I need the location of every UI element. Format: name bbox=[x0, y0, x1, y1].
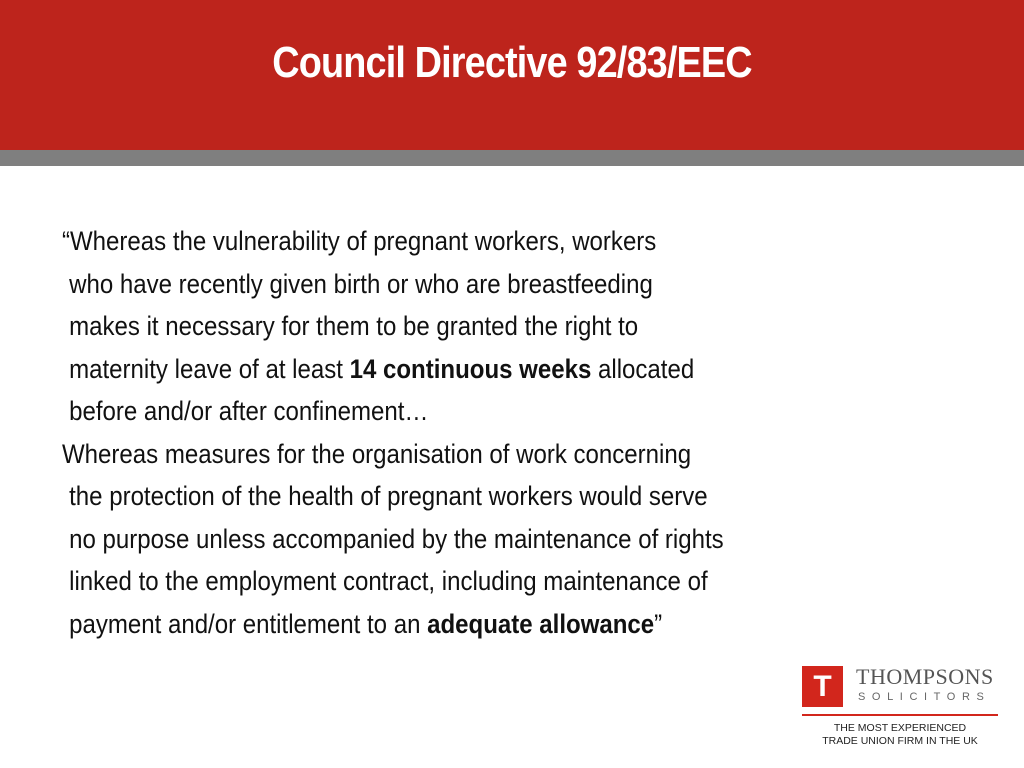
quote-line: no purpose unless accompanied by the maintenance of rights bbox=[69, 523, 724, 554]
quote-text: maternity leave of at least bbox=[69, 353, 350, 384]
quote-line: makes it necessary for them to be granted the right to bbox=[69, 311, 639, 341]
logo-subtitle: SOLICITORS bbox=[858, 691, 991, 703]
quote-line bbox=[62, 348, 863, 391]
logo-tagline-line-2: TRADE UNION FIRM IN THE UK bbox=[822, 735, 978, 747]
emphasis-adequate-allowance: adequate allowance bbox=[427, 608, 655, 639]
quote-body bbox=[62, 220, 863, 645]
quote-paragraph-2 bbox=[62, 433, 863, 646]
slide-title: Council Directive 92/83/EEC bbox=[272, 38, 752, 87]
logo-mark: T bbox=[802, 666, 843, 707]
logo-divider bbox=[802, 714, 998, 716]
quote-text: allocated bbox=[591, 353, 695, 384]
quote-line: Whereas measures for the organisation of work concerning bbox=[62, 438, 692, 469]
quote-text: payment and/or entitlement to an bbox=[69, 608, 428, 639]
quote-line: before and/or after confinement… bbox=[69, 396, 429, 426]
quote-line: the protection of the health of pregnant workers would serve bbox=[69, 481, 708, 511]
quote-line: who have recently given birth or who are breastfeeding bbox=[69, 268, 653, 299]
quote-line: linked to the employment contract, including maintenance of bbox=[69, 566, 708, 596]
title-bar bbox=[0, 0, 1024, 150]
quote-text: ” bbox=[654, 608, 663, 639]
quote-line bbox=[62, 603, 863, 646]
logo-tagline-line-1: THE MOST EXPERIENCED bbox=[833, 722, 967, 734]
logo-name: THOMPSONS bbox=[856, 664, 994, 689]
quote-paragraph-1 bbox=[62, 220, 863, 433]
header-divider-band bbox=[0, 150, 1024, 166]
quote-line: “Whereas the vulnerability of pregnant workers, workers bbox=[62, 226, 657, 256]
logo-tagline bbox=[802, 722, 998, 748]
emphasis-14-weeks: 14 continuous weeks bbox=[349, 353, 592, 384]
thompsons-logo bbox=[802, 664, 998, 754]
